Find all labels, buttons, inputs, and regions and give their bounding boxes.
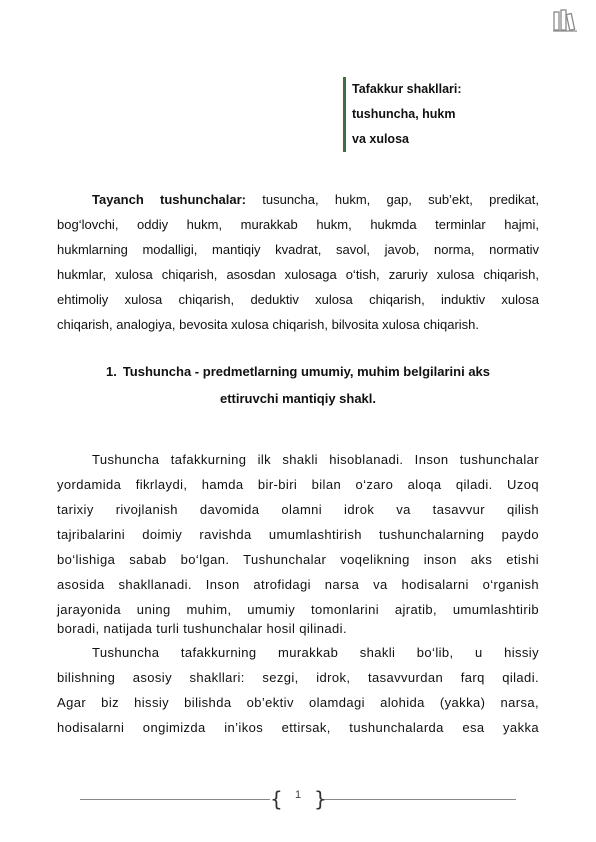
title-line: Tafakkur shakllari:: [352, 82, 462, 96]
keywords-line: [57, 187, 539, 212]
keywords-line: ehtimoliy xulosa chiqarish, deduktiv xulosa chiqarish, induktiv xulosa: [57, 292, 539, 307]
paragraph-line: Agar biz hissiy bilishda ob’ektiv olamdagi alohida (yakka) narsa,: [57, 695, 539, 710]
footer-rule-right: [324, 799, 516, 800]
paragraph-line: bo‘lishiga sabab bo‘lgan. Tushunchalar voqelikning inson aks etishi: [57, 552, 539, 567]
section-title-line: Tushuncha - predmetlarning umumiy, muhim belgilarini aks: [122, 364, 491, 379]
section-heading: [57, 358, 539, 412]
footer-rule-left: [80, 799, 270, 800]
paragraph-line: yordamida fikrlaydi, hamda bir-biri bilan o‘zaro aloqa qiladi. Uzoq: [57, 477, 539, 492]
paragraph-line: jarayonida uning muhim, umumiy tomonlarini ajratib, umumlashtirib: [57, 602, 539, 617]
keywords-text: tusuncha, hukm, gap, sub’ekt, predikat,: [262, 192, 539, 207]
section-title-line: ettiruvchi mantiqiy shakl.: [219, 391, 377, 406]
book-stack-icon: [553, 9, 577, 33]
paragraph-line: Tushuncha tafakkurning ilk shakli hisoblanadi. Inson tushunchalar: [92, 452, 539, 467]
title-line: tushuncha, hukm: [352, 107, 456, 121]
title-line: va xulosa: [352, 132, 409, 146]
paragraph-line: bilishning asosiy shakllari: sezgi, idrok, tasavvurdan farq qiladi.: [57, 670, 539, 685]
paragraph-line: tajribalarini doimiy ravishda umumlashtirish tushunchalarning paydo: [57, 527, 539, 542]
keywords-line: bog‘lovchi, oddiy hukm, murakkab hukm, hukmda terminlar hajmi,: [57, 217, 539, 232]
keywords-label: Tayanch tushunchalar:: [92, 192, 246, 207]
keywords-line: hukmlar, xulosa chiqarish, asosdan xulosaga o‘tish, zaruriy xulosa chiqarish,: [57, 267, 539, 282]
paragraph-line: tarixiy rivojlanish davomida olamni idrok va tasavvur qilish: [57, 502, 539, 517]
page-number: 1: [294, 789, 302, 801]
keywords-line: chiqarish, analogiya, bevosita xulosa chiqarish, bilvosita xulosa chiqarish.: [57, 317, 480, 332]
paragraph-line: asosida shakllanadi. Inson atrofidagi narsa va hodisalarni o‘rganish: [57, 577, 539, 592]
page-bracket-right: }: [314, 787, 327, 811]
paragraph-line: Tushuncha tafakkurning murakkab shakli bo‘lib, u hissiy: [92, 645, 539, 660]
page-bracket-left: {: [270, 787, 283, 811]
paragraph-line: hodisalarni ongimizda in’ikos ettirsak, tushunchalarda esa yakka: [57, 720, 539, 735]
chapter-title: [343, 77, 512, 152]
section-number: 1.: [105, 364, 117, 379]
paragraph-line: boradi, natijada turli tushunchalar hosil qilinadi.: [57, 621, 347, 636]
keywords-line: hukmlarning modalligi, mantiqiy kvadrat, savol, javob, norma, normativ: [57, 242, 539, 257]
